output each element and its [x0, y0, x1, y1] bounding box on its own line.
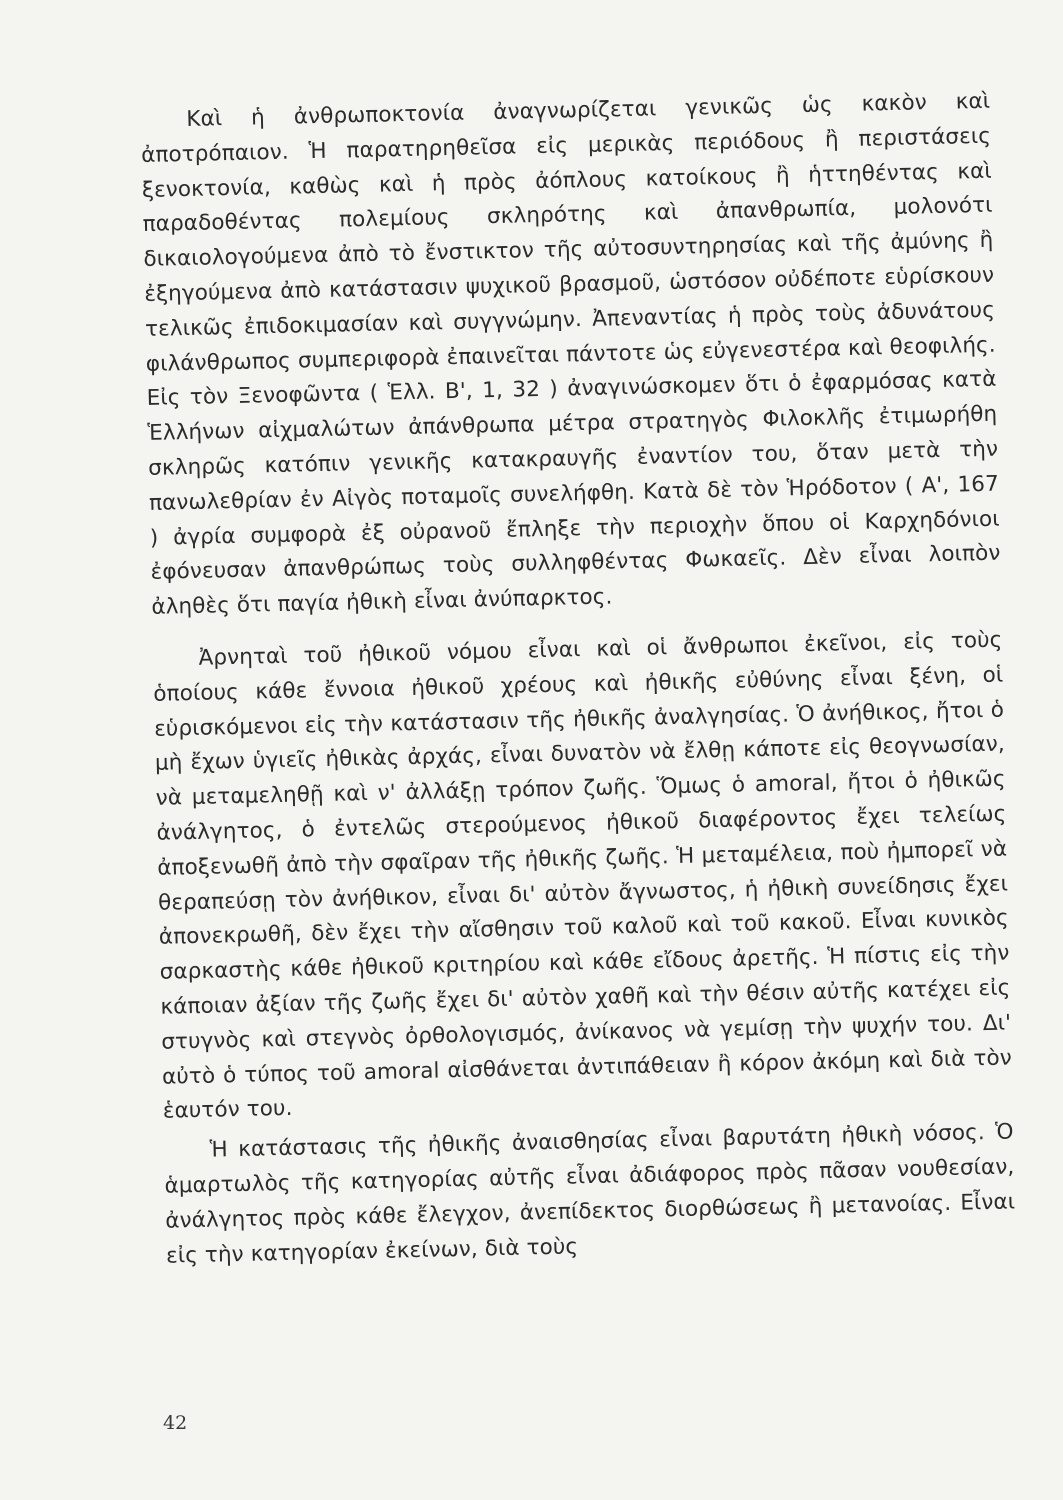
paragraph-moral-law-deniers: Ἀρνηταὶ τοῦ ἠθικοῦ νόμου εἶναι καὶ οἱ ἄνθρωποι ἐκεῖνοι, εἰς τοὺς ὁποίους κάθε ἔννοια ἠθικοῦ χρέους καὶ ἠθικῆς εὐθύνης εἶναι ξένη, οἱ εὑρισκόμενοι εἰς τὴν κατάστασιν τῆς ἠθικῆς ἀναλγησίας. Ὁ ἀνήθικος, ἤτοι ὁ μὴ ἔχων ὑγιεῖς ἠθικὰς ἀρχάς, εἶναι δυνατὸν νὰ ἔλθῃ κάποτε εἰς θεογνωσίαν, νὰ μεταμεληθῇ καὶ ν' ἀλλάξῃ τρόπον ζωῆς. Ὅμως ὁ amoral, ἤτοι ὁ ἠθικῶς ἀνάλγητος, ὁ ἐντελῶς στερούμενος ἠθικοῦ διαφέροντος ἔχει τελείως ἀποξενωθῆ ἀπὸ τὴν σφαῖραν τῆς ἠθικῆς ζωῆς. Ἡ μεταμέλεια, ποὺ ἠμπορεῖ νὰ θεραπεύσῃ τὸν ἀνήθικον, εἶναι δι' αὐτὸν ἄγνωστος, ἡ ἠθικὴ συνείδησις ἔχει ἀπονεκρωθῆ, δὲν ἔχει τὴν αἴσθησιν τοῦ καλοῦ καὶ τοῦ κακοῦ. Εἶναι κυνικὸς σαρκαστὴς κάθε ἠθικοῦ κριτηρίου καὶ κάθε εἴδους ἀρετῆς. Ἡ πίστις εἰς τὴν κάποιαν ἀξίαν τῆς ζωῆς ἔχει δι' αὐτὸν χαθῆ καὶ τὴν θέσιν αὐτῆς κατέχει εἰς στυγνὸς καὶ στεγνὸς ὀρθολογισμός, ἀνίκανος νὰ γεμίσῃ τὴν ψυχήν του. Δι' αὐτὸ ὁ τύπος τοῦ amoral αἰσθάνεται ἀντιπάθειαν ἢ κόρον ἀκόμη καὶ διὰ τὸν ἑαυτόν του.	[153, 627, 1013, 1125]
page-number: 42	[163, 1412, 188, 1434]
paragraph-moral-insensitivity: Ἡ κατάστασις τῆς ἠθικῆς ἀναισθησίας εἶναι βαρυτάτη ἠθικὴ νόσος. Ὁ ἁμαρτωλὸς τῆς κατηγορίας αὐτῆς εἶναι ἀδιάφορος πρὸς πᾶσαν νουθεσίαν, ἀνάλγητος πρὸς κάθε ἔλεγχον, ἀνεπίδεκτος διορθώσεως ἢ μετανοίας. Εἶναι εἰς τὴν κατηγορίαν ἐκείνων, διὰ τοὺς	[164, 1119, 1016, 1269]
paragraph-homicide: Καὶ ἡ ἀνθρωποκτονία ἀναγνωρίζεται γενικῶς ὡς κακὸν καὶ ἀποτρόπαιον. Ἡ παρατηρηθεῖσα εἰς μερικὰς περιόδους ἢ περιστάσεις ξενοκτονία, καθὼς καὶ ἡ πρὸς ἀόπλους κατοίκους ἢ ἡττηθέντας καὶ παραδοθέντας πολεμίους σκληρότης καὶ ἀπανθρωπία, μολονότι δικαιολογούμενα ἀπὸ τὸ ἔνστικτον τῆς αὐτοσυντηρησίας καὶ τῆς ἀμύνης ἢ ἐξηγούμενα ἀπὸ κατάστασιν ψυχικοῦ βρασμοῦ, ὡστόσον οὐδέποτε εὑρίσκουν τελικῶς ἐπιδοκιμασίαν καὶ συγγνώμην. Ἀπεναντίας ἡ πρὸς τοὺς ἀδυνάτους φιλάνθρωπος συμπεριφορὰ ἐπαινεῖται πάντοτε ὡς εὐγενεστέρα καὶ θεοφιλής. Εἰς τὸν Ξενοφῶντα ( Ἑλλ. Β', 1, 32 ) ἀναγινώσκομεν ὅτι ὁ ἐφαρμόσας κατὰ Ἑλλήνων αἰχμαλώτων ἀπάνθρωπα μέτρα στρατηγὸς Φιλοκλῆς ἐτιμωρήθη σκληρῶς κατόπιν γενικῆς κατακραυγῆς ἐναντίον του, ὅταν μετὰ τὴν πανωλεθρίαν ἐν Αἰγὸς ποταμοῖς συνελήφθη. Κατὰ δὲ τὸν Ἡρόδοτον ( Α', 167 ) ἀγρία συμφορὰ ἐξ οὐρανοῦ ἔπληξε τὴν περιοχὴν ὅπου οἱ Καρχηδόνιοι ἐφόνευσαν ἀπανθρώπως τοὺς συλληφθέντας Φωκαεῖς. Δὲν εἶναι λοιπὸν ἀληθὲς ὅτι παγία ἠθικὴ εἶναι ἀνύπαρκτος.	[140, 88, 1001, 621]
body-text	[140, 85, 1016, 1274]
